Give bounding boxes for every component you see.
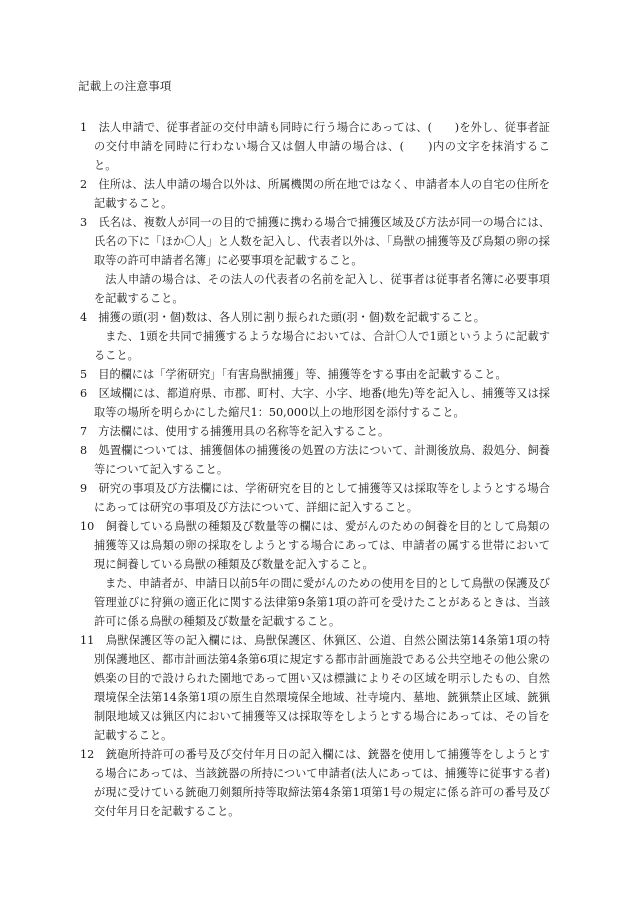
note-item-10 [80, 517, 550, 631]
note-text: 4 捕獲の頭(羽・個)数は、各人別に割り振られた頭(羽・個)数を記載すること。 [80, 311, 485, 324]
note-item-3 [80, 213, 550, 308]
note-text: 12 銃砲所持許可の番号及び交付年月日の記入欄には、銃器を使用して捕獲等をしようとする場合にあっては、当該銃器の所持について申請者(法人にあっては、捕獲等に従事する者)が現に受けている銃砲刀剣類所持等取締法第4条第1項第1号の規定に係る許可の番号及び交付年月日を記載すること。 [80, 748, 550, 818]
note-text: 11 鳥獣保護区等の記入欄には、鳥獣保護区、休猟区、公道、自然公園法第14条第1項の特別保護地区、都市計画法第4条第6項に規定する都市計画施設である公共空地その他公衆の娯楽の目的で設けられた園地であって囲い又は標識によりその区域を明示したもの、自然環境保全法第14条第1項の原生自然環境保全地域、社寺境内、墓地、銃猟禁止区域、銃猟制限地域又は猟区内において捕獲等又は採取等をしようとする場合にあっては、その旨を記載すること。 [80, 634, 550, 742]
note-item-6 [80, 384, 550, 422]
notes-list [80, 118, 550, 821]
note-item-7 [80, 422, 550, 441]
note-text: 5 目的欄には「学術研究」「有害鳥獣捕獲」等、捕獲等をする事由を記載すること。 [80, 368, 507, 381]
note-item-5 [80, 365, 550, 384]
note-item-9 [80, 479, 550, 517]
note-item-11 [80, 631, 550, 745]
note-text: 3 氏名は、複数人が同一の目的で捕獲に携わる場合で捕獲区域及び方法が同一の場合には、氏名の下に「ほか〇人」と人数を記入し、代表者以外は、「鳥獣の捕獲等及び鳥類の卵の採取等の許可申請者名簿」に必要事項を記載すること。 [80, 216, 550, 267]
note-text: 7 方法欄には、使用する捕獲用具の名称等を記入すること。 [80, 425, 390, 438]
note-continuation: また、1頭を共同で捕獲するような場合においては、合計〇人で1頭というように記載すること。 [94, 330, 550, 362]
note-item-8 [80, 441, 550, 479]
note-text: 1 法人申請で、従事者証の交付申請も同時に行う場合にあっては、( )を外し、従事者証の交付申請を同時に行わない場合又は個人申請の場合は、( )内の文字を抹消すること。 [80, 121, 550, 172]
note-text: 9 研究の事項及び方法欄には、学術研究を目的として捕獲等又は採取等をしようとする場合にあっては研究の事項及び方法について、詳細に記入すること。 [80, 482, 550, 514]
note-item-2 [80, 175, 550, 213]
note-text: 8 処置欄については、捕獲個体の捕獲後の処置の方法について、計測後放鳥、殺処分、飼養等について記入すること。 [80, 444, 550, 476]
note-item-4 [80, 308, 550, 365]
note-item-12 [80, 745, 550, 821]
note-item-1 [80, 118, 550, 175]
page-title: 記載上の注意事項 [78, 79, 172, 93]
note-continuation: 法人申請の場合は、その法人の代表者の名前を記入し、従事者は従事者名簿に必要事項を記載すること。 [94, 273, 550, 305]
note-text: 10 飼養している鳥獣の種類及び数量等の欄には、愛がんのための飼養を目的として鳥類の捕獲等又は鳥類の卵の採取をしようとする場合にあっては、申請者の属する世帯において現に飼養している鳥獣の種類及び数量を記入すること。 [80, 520, 550, 571]
note-text: 6 区域欄には、都道府県、市郡、町村、大字、小字、地番(地先)等を記入し、捕獲等又は採取等の場所を明らかにした縮尺1：50,000以上の地形図を添付すること。 [80, 387, 550, 419]
note-text: 2 住所は、法人申請の場合以外は、所属機関の所在地ではなく、申請者本人の自宅の住所を記載すること。 [80, 178, 550, 210]
note-continuation: また、申請者が、申請日以前5年の間に愛がんのための使用を目的として鳥獣の保護及び管理並びに狩猟の適正化に関する法律第9条第1項の許可を受けたことがあるときは、当該許可に係る鳥獣の種類及び数量を記載すること。 [94, 577, 550, 628]
